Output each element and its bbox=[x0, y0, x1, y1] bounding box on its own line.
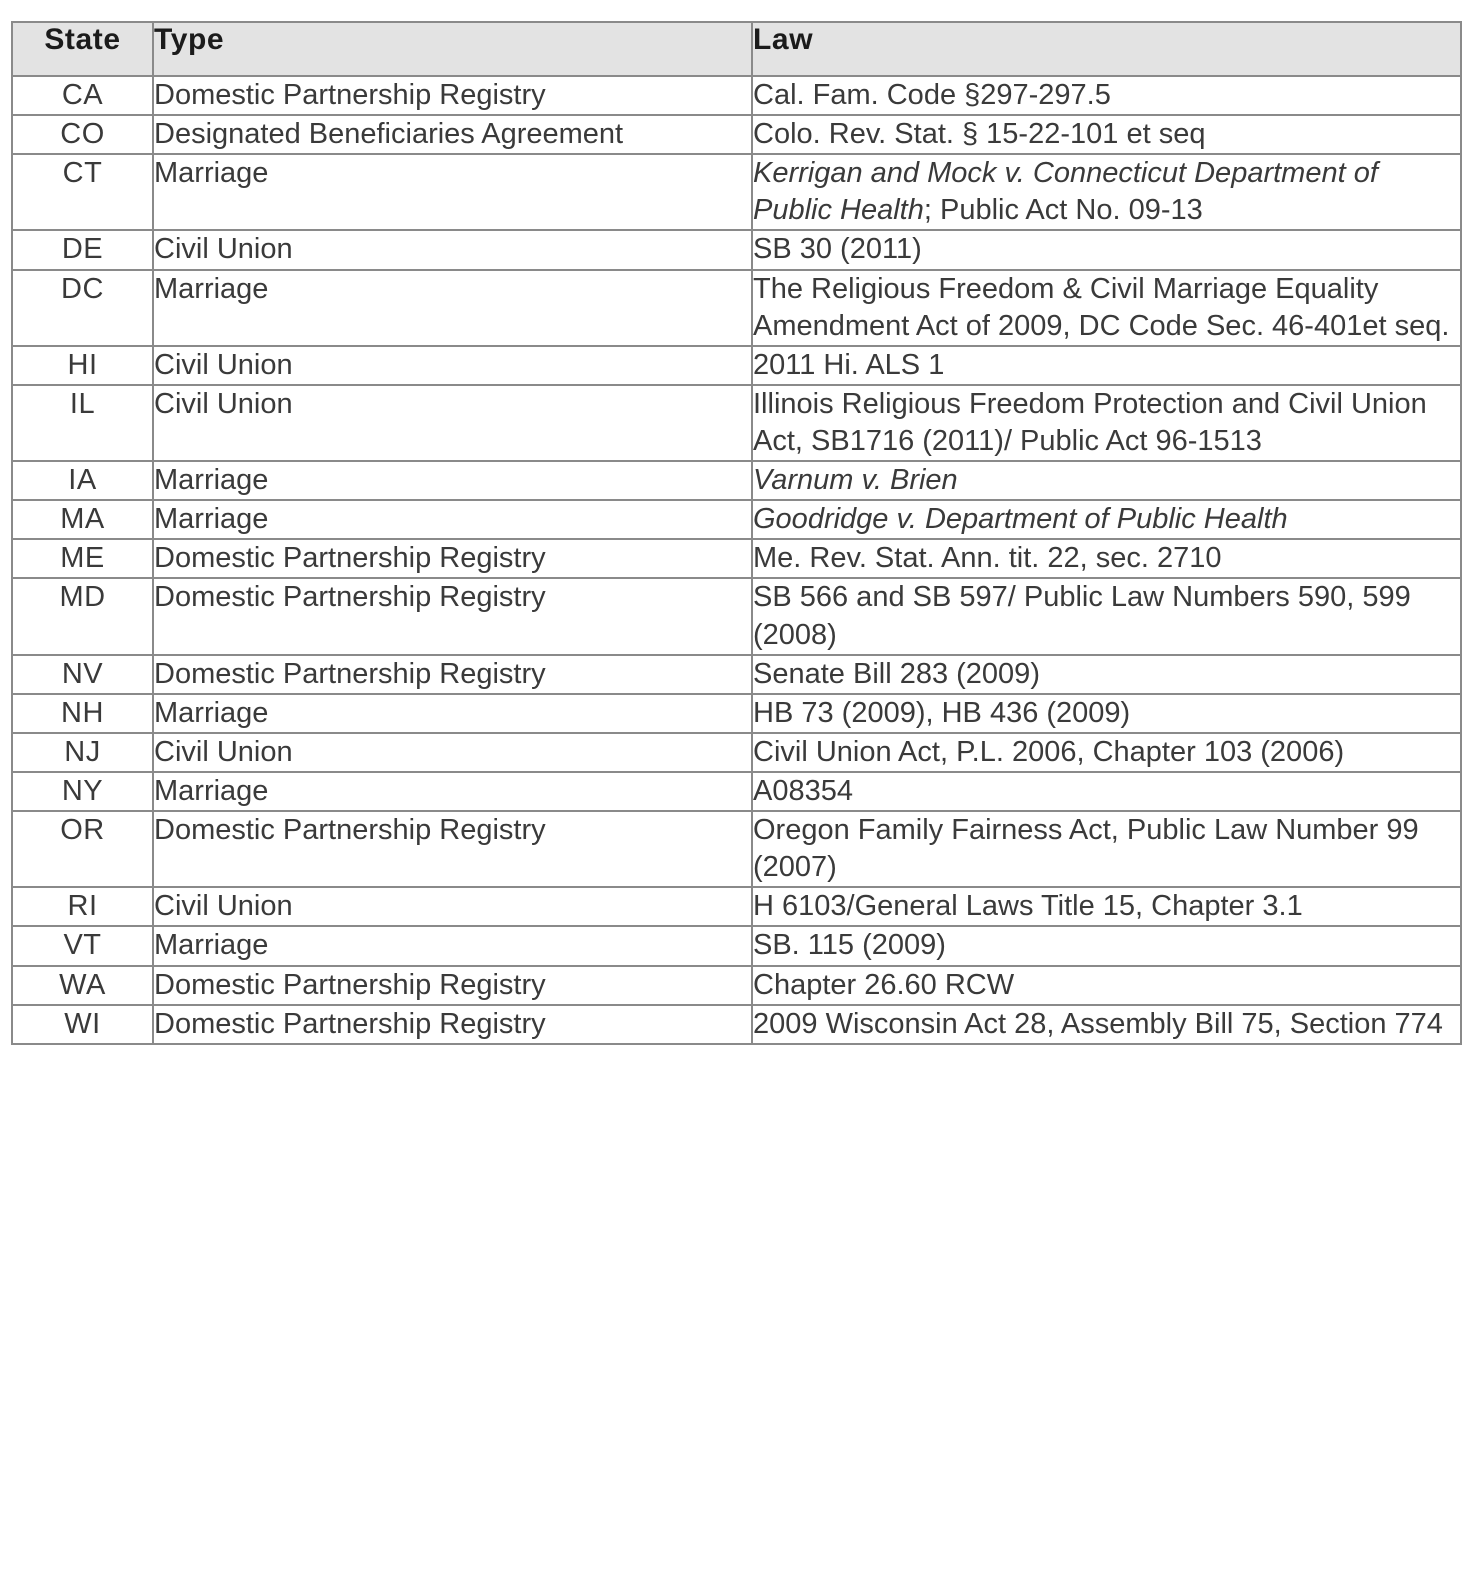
cell-state: OR bbox=[12, 811, 153, 887]
statute-citation: Me. Rev. Stat. Ann. tit. 22, sec. 2710 bbox=[753, 542, 1222, 575]
cell-state: MA bbox=[12, 500, 153, 539]
cell-state: MD bbox=[12, 578, 153, 654]
law-text bbox=[753, 501, 1460, 538]
cell-law bbox=[752, 694, 1461, 733]
statute-citation: SB 566 and SB 597/ Public Law Numbers 590, 599 (2008) bbox=[753, 581, 1411, 651]
law-text bbox=[753, 888, 1460, 925]
column-header-type: Type bbox=[153, 22, 752, 76]
statute-citation: Chapter 26.60 RCW bbox=[753, 968, 1015, 1001]
cell-type: Marriage bbox=[153, 270, 752, 346]
cell-type: Domestic Partnership Registry bbox=[153, 811, 752, 887]
cell-type: Marriage bbox=[153, 926, 752, 965]
cell-law bbox=[752, 733, 1461, 772]
cell-law bbox=[752, 539, 1461, 578]
law-text bbox=[753, 773, 1460, 810]
table-row bbox=[12, 154, 1461, 230]
header-row bbox=[12, 22, 1461, 76]
table-row bbox=[12, 694, 1461, 733]
cell-state: VT bbox=[12, 926, 153, 965]
statute-citation: Senate Bill 283 (2009) bbox=[753, 657, 1040, 690]
cell-law bbox=[752, 1005, 1461, 1044]
cell-state: IL bbox=[12, 385, 153, 461]
table-row bbox=[12, 887, 1461, 926]
cell-law bbox=[752, 772, 1461, 811]
cell-type: Marriage bbox=[153, 500, 752, 539]
statute-citation: 2009 Wisconsin Act 28, Assembly Bill 75, Section 774 bbox=[753, 1007, 1443, 1040]
statute-citation: A08354 bbox=[753, 774, 853, 807]
statute-citation: Oregon Family Fairness Act, Public Law Number 99 (2007) bbox=[753, 814, 1419, 884]
statute-citation: The Religious Freedom & Civil Marriage Equality Amendment Act of 2009, DC Code Sec. 46-401et seq. bbox=[753, 272, 1450, 342]
cell-state: NV bbox=[12, 655, 153, 694]
law-text bbox=[753, 386, 1460, 460]
statute-citation: Cal. Fam. Code §297-297.5 bbox=[753, 79, 1111, 111]
case-citation: Goodridge v. Department of Public Health bbox=[753, 503, 1288, 536]
cell-law bbox=[752, 887, 1461, 926]
statute-citation: 2011 Hi. ALS 1 bbox=[753, 348, 945, 381]
table-row bbox=[12, 115, 1461, 154]
statute-citation: HB 73 (2009), HB 436 (2009) bbox=[753, 696, 1131, 729]
cell-type: Civil Union bbox=[153, 346, 752, 385]
cell-law bbox=[752, 461, 1461, 500]
table-row bbox=[12, 926, 1461, 965]
cell-type: Domestic Partnership Registry bbox=[153, 76, 752, 115]
table-row bbox=[12, 500, 1461, 539]
table-row bbox=[12, 1005, 1461, 1044]
cell-state: HI bbox=[12, 346, 153, 385]
cell-law bbox=[752, 655, 1461, 694]
column-header-law: Law bbox=[752, 22, 1461, 76]
cell-type: Civil Union bbox=[153, 733, 752, 772]
cell-law bbox=[752, 385, 1461, 461]
cell-type: Domestic Partnership Registry bbox=[153, 966, 752, 1005]
cell-law bbox=[752, 578, 1461, 654]
law-text bbox=[753, 656, 1460, 693]
cell-type: Marriage bbox=[153, 772, 752, 811]
law-text bbox=[753, 967, 1460, 1004]
cell-type: Domestic Partnership Registry bbox=[153, 539, 752, 578]
case-citation: Kerrigan and Mock v. Connecticut Department of Public Health bbox=[753, 157, 1378, 227]
table-row bbox=[12, 772, 1461, 811]
law-text bbox=[753, 540, 1460, 577]
law-text bbox=[753, 734, 1460, 771]
law-table bbox=[11, 21, 1462, 1045]
cell-state: CO bbox=[12, 115, 153, 154]
law-text bbox=[753, 155, 1460, 229]
cell-law bbox=[752, 76, 1461, 115]
cell-law bbox=[752, 115, 1461, 154]
cell-state: NJ bbox=[12, 733, 153, 772]
table-row bbox=[12, 966, 1461, 1005]
law-text bbox=[753, 927, 1460, 964]
law-text bbox=[753, 347, 1460, 384]
cell-state: IA bbox=[12, 461, 153, 500]
law-text bbox=[753, 77, 1460, 114]
statute-citation: ; Public Act No. 09-13 bbox=[923, 194, 1203, 227]
cell-state: WA bbox=[12, 966, 153, 1005]
cell-type: Marriage bbox=[153, 461, 752, 500]
law-text bbox=[753, 116, 1460, 153]
cell-law bbox=[752, 811, 1461, 887]
cell-state: DE bbox=[12, 230, 153, 269]
cell-type: Civil Union bbox=[153, 385, 752, 461]
table-body bbox=[12, 76, 1461, 1044]
cell-state: NY bbox=[12, 772, 153, 811]
law-text bbox=[753, 1006, 1460, 1043]
law-text bbox=[753, 462, 1460, 499]
column-header-state: State bbox=[12, 22, 153, 76]
cell-state: RI bbox=[12, 887, 153, 926]
cell-law bbox=[752, 500, 1461, 539]
cell-state: WI bbox=[12, 1005, 153, 1044]
law-text bbox=[753, 271, 1460, 345]
cell-type: Civil Union bbox=[153, 887, 752, 926]
table-row bbox=[12, 385, 1461, 461]
case-citation: Varnum v. Brien bbox=[753, 464, 958, 497]
cell-state: CT bbox=[12, 154, 153, 230]
table-row bbox=[12, 230, 1461, 269]
statute-citation: Civil Union Act, P.L. 2006, Chapter 103 (2006) bbox=[753, 735, 1345, 768]
table-container bbox=[11, 21, 1460, 1045]
cell-type: Marriage bbox=[153, 694, 752, 733]
table-row bbox=[12, 461, 1461, 500]
table-row bbox=[12, 578, 1461, 654]
table-header bbox=[12, 22, 1461, 76]
cell-law bbox=[752, 230, 1461, 269]
cell-state: CA bbox=[12, 76, 153, 115]
statute-citation: H 6103/General Laws Title 15, Chapter 3.1 bbox=[753, 890, 1303, 923]
cell-law bbox=[752, 154, 1461, 230]
table-row bbox=[12, 76, 1461, 115]
cell-state: DC bbox=[12, 270, 153, 346]
cell-type: Domestic Partnership Registry bbox=[153, 1005, 752, 1044]
cell-type: Designated Beneficiaries Agreement bbox=[153, 115, 752, 154]
cell-law bbox=[752, 270, 1461, 346]
table-row bbox=[12, 346, 1461, 385]
law-text bbox=[753, 231, 1460, 268]
law-text bbox=[753, 695, 1460, 732]
statute-citation: SB 30 (2011) bbox=[753, 233, 922, 266]
statute-citation: Colo. Rev. Stat. § 15-22-101 et seq bbox=[753, 118, 1206, 151]
cell-type: Marriage bbox=[153, 154, 752, 230]
cell-law bbox=[752, 346, 1461, 385]
table-row bbox=[12, 270, 1461, 346]
cell-law bbox=[752, 926, 1461, 965]
table-row bbox=[12, 539, 1461, 578]
law-text bbox=[753, 812, 1460, 886]
statute-citation: Illinois Religious Freedom Protection and Civil Union Act, SB1716 (2011)/ Public Act 96-1513 bbox=[753, 387, 1427, 457]
cell-type: Civil Union bbox=[153, 230, 752, 269]
cell-law bbox=[752, 966, 1461, 1005]
cell-type: Domestic Partnership Registry bbox=[153, 655, 752, 694]
table-row bbox=[12, 811, 1461, 887]
table-row bbox=[12, 733, 1461, 772]
table-row bbox=[12, 655, 1461, 694]
cell-type: Domestic Partnership Registry bbox=[153, 578, 752, 654]
cell-state: ME bbox=[12, 539, 153, 578]
law-text bbox=[753, 579, 1460, 653]
cell-state: NH bbox=[12, 694, 153, 733]
statute-citation: SB. 115 (2009) bbox=[753, 929, 946, 962]
